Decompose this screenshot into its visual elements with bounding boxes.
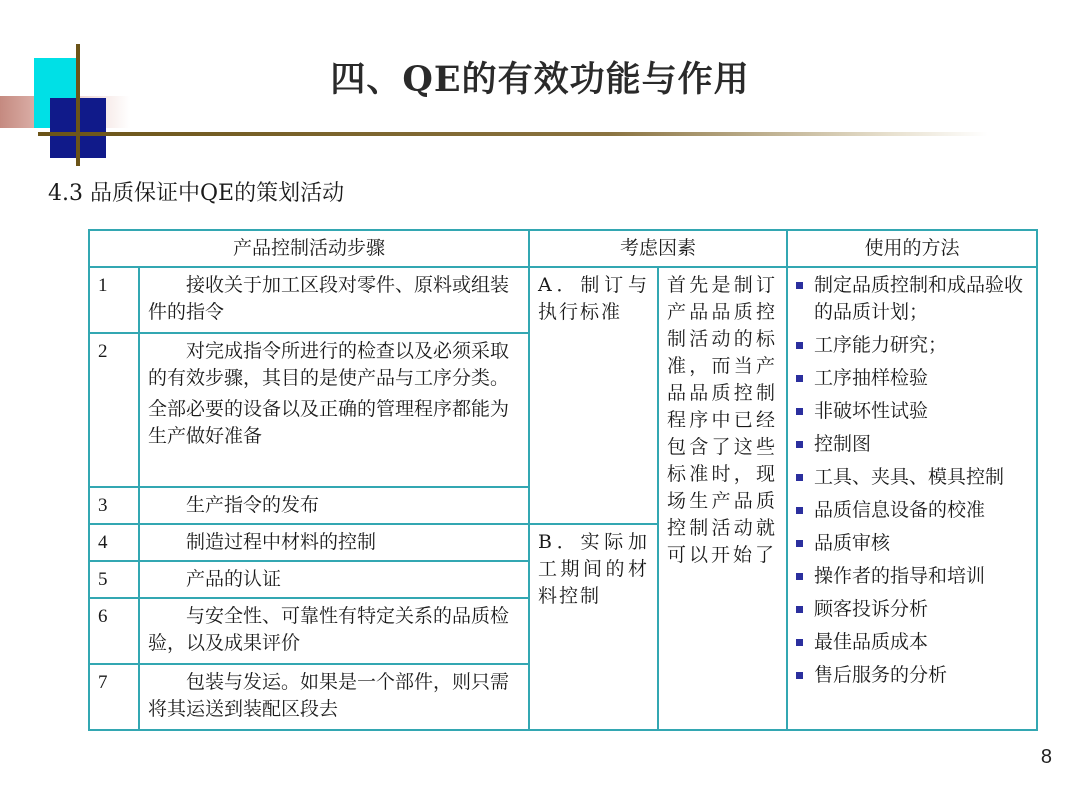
- list-item: [796, 365, 1028, 392]
- step-text: [139, 267, 529, 333]
- step-text: [139, 333, 529, 487]
- square-bullet-icon: [796, 282, 803, 289]
- step-text: [139, 524, 529, 561]
- method-label: 工序抽样检验: [814, 367, 929, 389]
- list-item: [796, 563, 1028, 590]
- list-item: [796, 629, 1028, 656]
- list-item: [796, 662, 1028, 689]
- factor-b-cell: B．实际加工期间的材料控制: [529, 524, 658, 730]
- step-number: 4: [89, 524, 139, 561]
- qe-planning-table: [88, 229, 1038, 731]
- method-label: 控制图: [814, 433, 872, 455]
- step-text: [139, 664, 529, 730]
- square-bullet-icon: [796, 375, 803, 382]
- step-paragraph: 产品的认证: [186, 568, 282, 590]
- method-label: 制定品质控制和成品验收的品质计划；: [814, 274, 1024, 323]
- method-label: 最佳品质成本: [814, 631, 929, 653]
- step-paragraph: 包装与发运。如果是一个部件，则只需将其运送到装配区段去: [148, 671, 510, 720]
- step-number: 7: [89, 664, 139, 730]
- list-item: [796, 431, 1028, 458]
- list-item: [796, 596, 1028, 623]
- square-bullet-icon: [796, 441, 803, 448]
- step-number: 5: [89, 561, 139, 598]
- step-paragraph: 全部必要的设备以及正确的管理程序都能为生产做好准备: [148, 398, 510, 447]
- step-number: 2: [89, 333, 139, 487]
- step-paragraph: 生产指令的发布: [186, 494, 320, 516]
- section-subtitle: 4.3 品质保证中QE的策划活动: [48, 181, 345, 206]
- table-row: [89, 267, 1037, 333]
- square-bullet-icon: [796, 573, 803, 580]
- square-bullet-icon: [796, 507, 803, 514]
- page-number: 8: [1040, 746, 1052, 768]
- method-label: 顾客投诉分析: [814, 598, 929, 620]
- step-text: [139, 487, 529, 524]
- header-factors: 考虑因素: [529, 230, 787, 267]
- step-paragraph: 对完成指令所进行的检查以及必须采取的有效步骤，其目的是使产品与工序分类。: [148, 340, 510, 389]
- square-bullet-icon: [796, 342, 803, 349]
- square-bullet-icon: [796, 639, 803, 646]
- header-steps: 产品控制活动步骤: [89, 230, 529, 267]
- list-item: [796, 464, 1028, 491]
- step-paragraph: 与安全性、可靠性有特定关系的品质检验，以及成果评价: [148, 605, 510, 654]
- list-item: [796, 497, 1028, 524]
- method-label: 品质信息设备的校准: [814, 499, 986, 521]
- step-paragraph: 制造过程中材料的控制: [186, 531, 377, 553]
- methods-cell: [787, 267, 1037, 730]
- method-label: 品质审核: [814, 532, 891, 554]
- method-label: 售后服务的分析: [814, 664, 948, 686]
- list-item: [796, 272, 1028, 326]
- step-number: 3: [89, 487, 139, 524]
- methods-list: [796, 272, 1028, 689]
- step-text: [139, 598, 529, 664]
- method-label: 工具、夹具、模具控制: [814, 466, 1005, 488]
- square-bullet-icon: [796, 540, 803, 547]
- list-item: [796, 332, 1028, 359]
- square-bullet-icon: [796, 672, 803, 679]
- header-decoration-horizontal-line: [38, 132, 988, 136]
- list-item: [796, 398, 1028, 425]
- method-label: 操作者的指导和培训: [814, 565, 986, 587]
- square-bullet-icon: [796, 408, 803, 415]
- method-label: 非破坏性试验: [814, 400, 929, 422]
- list-item: [796, 530, 1028, 557]
- factor-note-cell: 首先是制订产品品质控制活动的标准，而当产品品质控制程序中已经包含了这些标准时，现场生产品质控制活动就可以开始了: [658, 267, 787, 730]
- header-methods: 使用的方法: [787, 230, 1037, 267]
- method-label: 工序能力研究；: [814, 334, 948, 356]
- slide-title: 四、QE的有效功能与作用: [330, 59, 750, 100]
- factor-a-cell: A．制订与执行标准: [529, 267, 658, 524]
- step-number: 1: [89, 267, 139, 333]
- step-text: [139, 561, 529, 598]
- step-number: 6: [89, 598, 139, 664]
- step-paragraph: 接收关于加工区段对零件、原料或组装件的指令: [148, 274, 510, 323]
- square-bullet-icon: [796, 606, 803, 613]
- square-bullet-icon: [796, 474, 803, 481]
- table-header-row: [89, 230, 1037, 267]
